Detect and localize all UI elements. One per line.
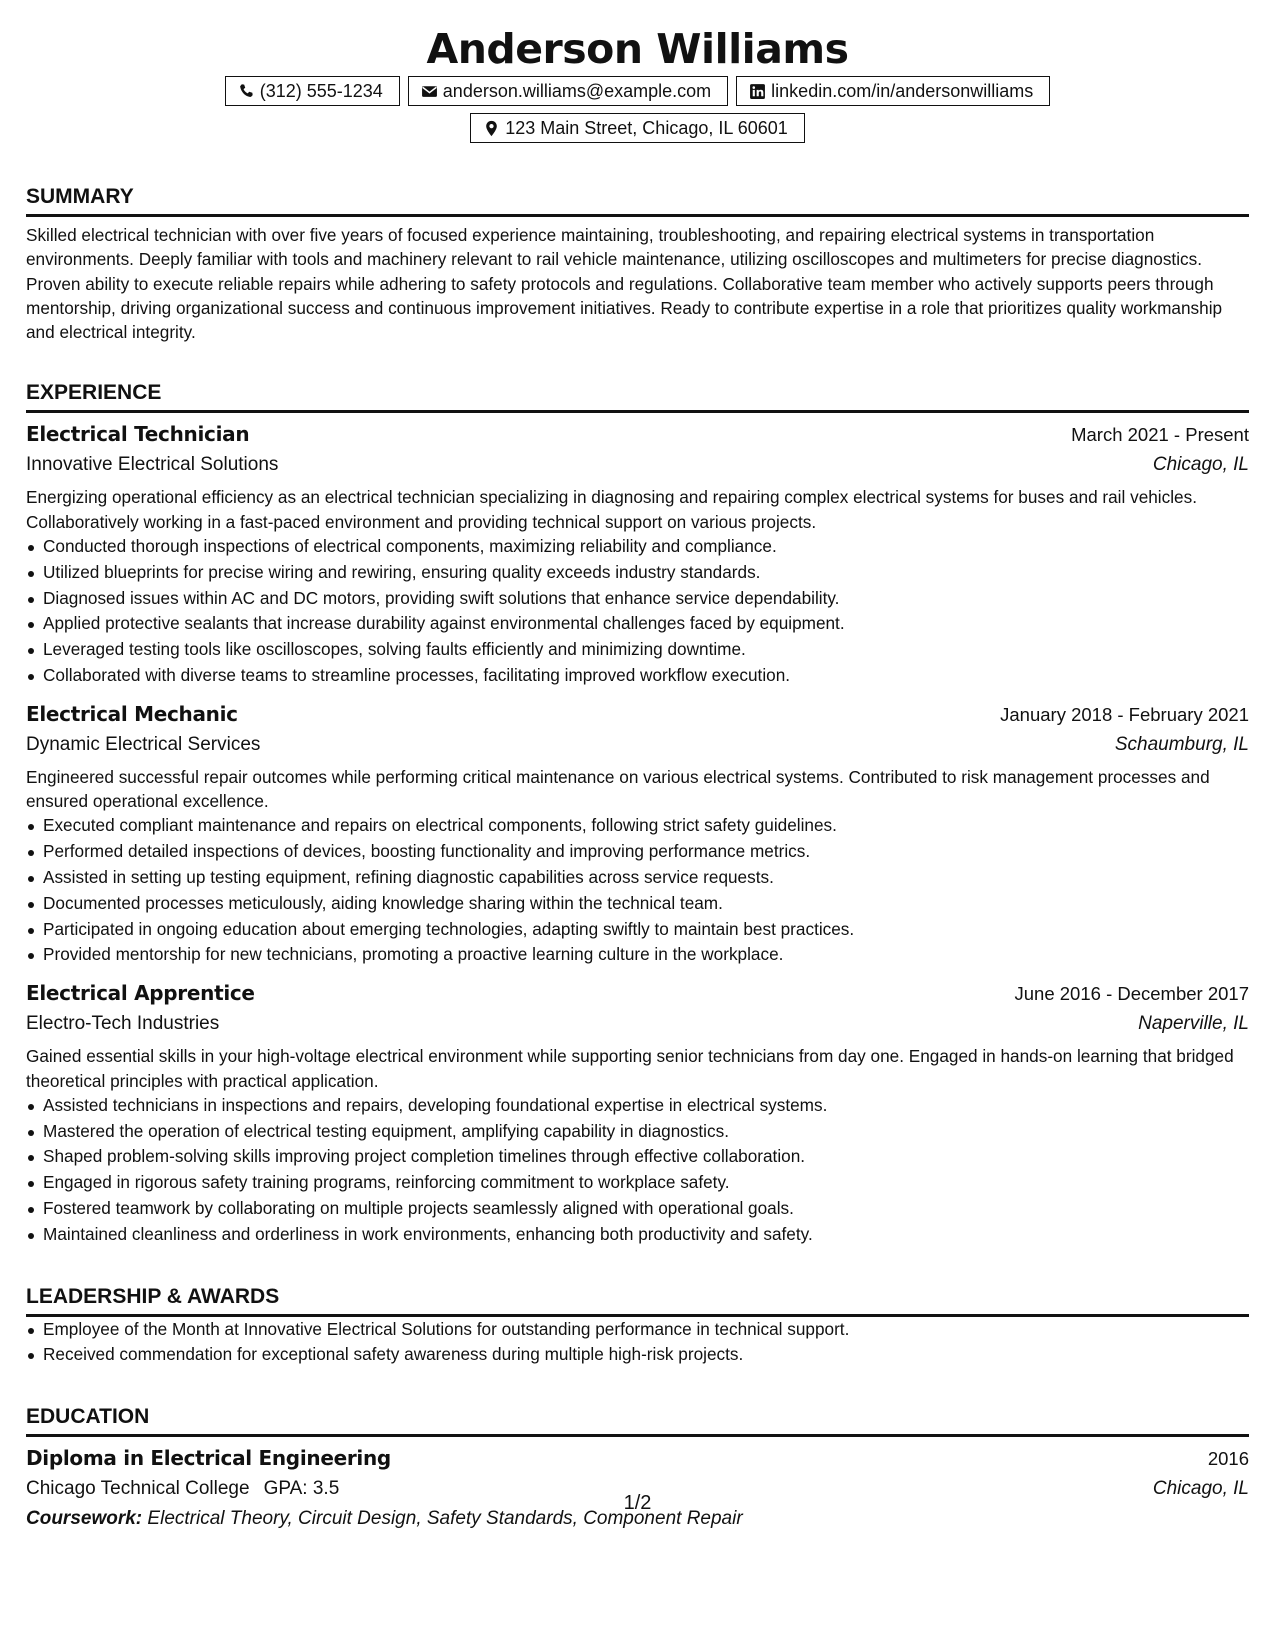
job-location: Naperville, IL xyxy=(1138,1013,1249,1035)
list-item: Collaborated with diverse teams to streamline processes, facilitating improved workflow execution. xyxy=(26,663,1249,689)
job-location: Schaumburg, IL xyxy=(1114,733,1249,755)
section-title: SUMMARY xyxy=(26,184,1249,217)
job-description: Gained essential skills in your high-voltage electrical environment while supporting senior technicians from day one. Engaged in hands-on learning that bridged theoretical principles with practical application. xyxy=(26,1046,1234,1091)
summary-section xyxy=(26,184,1249,344)
job-description: Energizing operational efficiency as an electrical technician specializing in diagnosing and repairing complex electrical systems for buses and rail vehicles. Collaboratively working in a fast-paced environment and providing technical support on various projects. xyxy=(26,487,1197,532)
job-entry xyxy=(26,978,1249,1247)
resume-page xyxy=(26,0,1249,1650)
address-chip[interactable] xyxy=(470,113,805,143)
list-item: Documented processes meticulously, aiding knowledge sharing within the technical team. xyxy=(26,891,1249,917)
company-name: Innovative Electrical Solutions xyxy=(26,454,279,476)
job-description: Engineered successful repair outcomes while performing critical maintenance on various electrical systems. Contributed to risk management processes and ensured operational excellence. xyxy=(26,766,1210,812)
company-name: Dynamic Electrical Services xyxy=(26,733,261,755)
job-location: Chicago, IL xyxy=(1152,454,1249,476)
job-bullets xyxy=(26,534,1249,689)
list-item: Employee of the Month at Innovative Electrical Solutions for outstanding performance in technical support. xyxy=(26,1317,1249,1343)
list-item: Mastered the operation of electrical testing equipment, amplifying capability in diagnostics. xyxy=(26,1119,1249,1145)
contact-row xyxy=(26,76,1249,106)
list-item: Maintained cleanliness and orderliness in work environments, enhancing both productivity and safety. xyxy=(26,1222,1249,1248)
list-item: Fostered teamwork by collaborating on multiple projects seamlessly aligned with operational goals. xyxy=(26,1196,1249,1222)
list-item: Assisted in setting up testing equipment, refining diagnostic capabilities across service requests. xyxy=(26,865,1249,891)
job-bullets xyxy=(26,1093,1249,1248)
section-title: LEADERSHIP & AWARDS xyxy=(26,1284,1249,1317)
job-dates: June 2016 - December 2017 xyxy=(1014,983,1249,1005)
page-number: 1/2 xyxy=(623,1492,652,1514)
candidate-name: Anderson Williams xyxy=(426,25,849,73)
school-name: Chicago Technical College xyxy=(26,1478,250,1500)
list-item: Shaped problem-solving skills improving project completion timelines through effective collaboration. xyxy=(26,1144,1249,1170)
summary-text: Skilled electrical technician with over five years of focused experience maintaining, troubleshooting, and repairing electrical systems in transportation environments. Deeply familiar with tools and machinery relevant to rail vehicle maintenance, utilizing oscilloscopes and multimeters for precise diagnostics. Proven ability to execute reliable repairs while adhering to safety protocols and regulations. Collaborative team member who actively supports peers through mentorship, driving organizational success and continuous improvement initiatives. Ready to contribute expertise in a role that prioritizes quality workmanship and electrical integrity. xyxy=(26,225,1223,343)
list-item: Diagnosed issues within AC and DC motors, providing swift solutions that enhance service dependability. xyxy=(26,586,1249,612)
address-text: 123 Main Street, Chicago, IL 60601 xyxy=(505,118,788,138)
section-title: EDUCATION xyxy=(26,1404,1249,1437)
list-item: Received commendation for exceptional safety awareness during multiple high-risk projects. xyxy=(26,1342,1249,1368)
linkedin-icon xyxy=(749,83,766,100)
job-entry xyxy=(26,699,1249,968)
list-item: Assisted technicians in inspections and repairs, developing foundational expertise in electrical systems. xyxy=(26,1093,1249,1119)
list-item: Engaged in rigorous safety training programs, reinforcing commitment to workplace safety. xyxy=(26,1170,1249,1196)
degree-name: Diploma in Electrical Engineering xyxy=(26,1446,391,1471)
list-item: Leveraged testing tools like oscilloscopes, solving faults efficiently and minimizing downtime. xyxy=(26,637,1249,663)
gpa: GPA: 3.5 xyxy=(263,1478,340,1500)
job-title: Electrical Technician xyxy=(26,422,250,447)
graduation-year: 2016 xyxy=(1207,1448,1249,1470)
map-marker-icon xyxy=(483,120,500,137)
list-item: Utilized blueprints for precise wiring and rewiring, ensuring quality exceeds industry standards. xyxy=(26,560,1249,586)
list-item: Provided mentorship for new technicians, promoting a proactive learning culture in the workplace. xyxy=(26,942,1249,968)
awards-section xyxy=(26,1284,1249,1369)
address-row xyxy=(26,113,1249,143)
job-title: Electrical Mechanic xyxy=(26,701,238,726)
job-dates: January 2018 - February 2021 xyxy=(1000,703,1249,725)
phone-text: (312) 555-1234 xyxy=(259,81,383,101)
section-title: EXPERIENCE xyxy=(26,380,1249,413)
job-entry xyxy=(26,419,1249,688)
job-title: Electrical Apprentice xyxy=(26,981,255,1006)
list-item: Applied protective sealants that increase durability against environmental challenges faced by equipment. xyxy=(26,611,1249,637)
email-text: anderson.williams@example.com xyxy=(442,81,712,101)
phone-icon xyxy=(238,83,255,100)
experience-section xyxy=(26,380,1249,1247)
company-name: Electro-Tech Industries xyxy=(26,1013,220,1035)
list-item: Executed compliant maintenance and repairs on electrical components, following strict safety guidelines. xyxy=(26,813,1249,839)
coursework-list: Electrical Theory, Circuit Design, Safety Standards, Component Repair xyxy=(147,1508,743,1530)
job-dates: March 2021 - Present xyxy=(1071,424,1249,446)
coursework-label: Coursework: xyxy=(26,1508,143,1530)
job-bullets xyxy=(26,813,1249,968)
education-entry xyxy=(26,1443,1249,1534)
list-item: Participated in ongoing education about emerging technologies, adapting swiftly to maintain best practices. xyxy=(26,917,1249,943)
school-location: Chicago, IL xyxy=(1152,1478,1249,1500)
list-item: Conducted thorough inspections of electrical components, maximizing reliability and compliance. xyxy=(26,534,1249,560)
phone-chip[interactable] xyxy=(225,76,400,106)
email-chip[interactable] xyxy=(408,76,728,106)
linkedin-text: linkedin.com/in/andersonwilliams xyxy=(771,81,1034,101)
envelope-icon xyxy=(421,83,438,100)
linkedin-chip[interactable] xyxy=(736,76,1050,106)
awards-list xyxy=(26,1317,1249,1369)
list-item: Performed detailed inspections of devices, boosting functionality and improving performance metrics. xyxy=(26,839,1249,865)
